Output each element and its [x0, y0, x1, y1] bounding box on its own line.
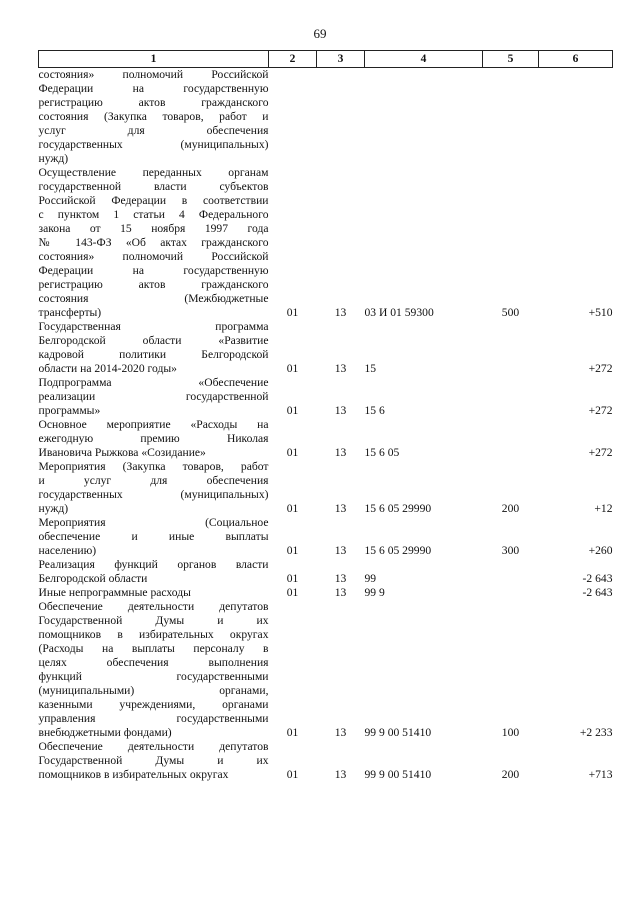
table-row: [39, 166, 613, 320]
subsection-code: 13: [334, 404, 347, 417]
amount-change: +272: [588, 446, 613, 459]
description-line: нужд): [38, 502, 69, 515]
amount-change: +2 233: [579, 726, 613, 739]
description-line: и услуг для обеспечения: [38, 474, 269, 487]
description-line: Государственной Думы и их: [38, 754, 269, 767]
table-row: [39, 516, 613, 558]
subsection-code: 13: [334, 586, 347, 599]
table-body: [39, 68, 613, 783]
amount-change: [539, 68, 613, 167]
expense-type-code: [483, 558, 539, 586]
description-line: услуг для обеспечения: [38, 124, 269, 137]
target-article-code: 99 9: [364, 586, 385, 599]
description-line: государственной власти субъектов: [38, 180, 269, 193]
row-description: [39, 68, 269, 167]
subsection-code: 13: [334, 306, 347, 319]
description-line: Федерации на государственную: [38, 264, 269, 277]
section-code: 01: [286, 502, 299, 515]
description-line: (Расходы на выплаты персоналу в: [38, 642, 269, 655]
table-row: [39, 320, 613, 376]
amount-change: -2 643: [582, 572, 613, 585]
expense-type-code: [483, 320, 539, 376]
expense-type-code: 200: [501, 502, 520, 515]
column-header: 3: [317, 51, 365, 68]
description-line: Обеспечение деятельности депутатов: [38, 740, 269, 753]
description-line: Мероприятия (Закупка товаров, работ: [38, 460, 269, 473]
description-line: Белгородской области: [38, 572, 148, 585]
row-description: [39, 166, 269, 320]
table-row: [39, 600, 613, 740]
row-description: [39, 586, 269, 600]
amount-change: +713: [588, 768, 613, 781]
description-line: государственных (муниципальных): [38, 488, 269, 501]
description-line: кадровой политики Белгородской: [38, 348, 269, 361]
target-article-code: 99 9 00 51410: [364, 726, 432, 739]
section-code: 01: [286, 544, 299, 557]
description-line: нужд): [38, 152, 69, 165]
description-line: Российской Федерации в соответствии: [38, 194, 269, 207]
description-line: Ивановича Рыжкова «Созидание»: [38, 446, 206, 459]
amount-change: +272: [588, 362, 613, 375]
target-article-code: 15: [364, 362, 377, 375]
table-row: [39, 376, 613, 418]
column-header: 4: [365, 51, 483, 68]
section-code: 01: [286, 362, 299, 375]
row-description: [39, 740, 269, 782]
description-line: обеспечение и иные выплаты: [38, 530, 269, 543]
amount-change: +260: [588, 544, 613, 557]
expense-type-code: [483, 418, 539, 460]
section-code: 01: [286, 572, 299, 585]
description-line: области на 2014-2020 годы»: [38, 362, 177, 375]
description-line: государственных (муниципальных): [38, 138, 269, 151]
description-line: Подпрограмма «Обеспечение: [38, 376, 269, 389]
target-article-code: 15 6: [364, 404, 385, 417]
description-line: № 143-ФЗ «Об актах гражданского: [38, 236, 269, 249]
subsection-code: [317, 68, 365, 167]
section-code: 01: [286, 768, 299, 781]
amount-change: +12: [594, 502, 613, 515]
description-line: целях обеспечения выполнения: [38, 656, 269, 669]
description-line: Иные непрограммные расходы: [38, 586, 191, 599]
amount-change: -2 643: [582, 586, 613, 599]
description-line: Мероприятия (Социальное: [38, 516, 269, 529]
expense-type-code: 200: [501, 768, 520, 781]
expense-type-code: 500: [501, 306, 520, 319]
page-number: 69: [313, 26, 327, 41]
description-line: ежегодную премию Николая: [38, 432, 269, 445]
subsection-code: 13: [334, 502, 347, 515]
description-line: управления государственными: [38, 712, 269, 725]
description-line: реализации государственной: [38, 390, 269, 403]
row-description: [39, 320, 269, 376]
expense-type-code: [483, 68, 539, 167]
column-header: 1: [39, 51, 269, 68]
description-line: закона от 15 ноября 1997 года: [38, 222, 269, 235]
row-description: [39, 558, 269, 586]
target-article-code: 03 И 01 59300: [364, 306, 434, 319]
subsection-code: 13: [334, 572, 347, 585]
description-line: Государственная программа: [38, 320, 269, 333]
table-row: [39, 68, 613, 167]
description-line: состояния (Закупка товаров, работ и: [38, 110, 269, 123]
description-line: функций государственными: [38, 670, 269, 683]
expense-type-code: [483, 376, 539, 418]
description-line: Реализация функций органов власти: [38, 558, 269, 571]
table-row: [39, 740, 613, 782]
description-line: населению): [38, 544, 97, 557]
description-line: Основное мероприятие «Расходы на: [38, 418, 269, 431]
column-header: 6: [539, 51, 613, 68]
target-article-code: 15 6 05: [364, 446, 400, 459]
subsection-code: 13: [334, 726, 347, 739]
description-line: Осуществление переданных органам: [38, 166, 269, 179]
table-row: [39, 460, 613, 516]
section-code: 01: [286, 404, 299, 417]
subsection-code: 13: [334, 362, 347, 375]
subsection-code: 13: [334, 768, 347, 781]
section-code: 01: [286, 446, 299, 459]
description-line: казенными учреждениями, органами: [38, 698, 269, 711]
target-article-code: 15 6 05 29990: [364, 502, 432, 515]
description-line: состояния (Межбюджетные: [38, 292, 269, 305]
description-line: трансферты): [38, 306, 102, 319]
amount-change: +272: [588, 404, 613, 417]
target-article-code: [365, 68, 483, 167]
target-article-code: 99: [364, 572, 377, 585]
description-line: Государственной Думы и их: [38, 614, 269, 627]
expense-type-code: [483, 586, 539, 600]
row-description: [39, 376, 269, 418]
expense-type-code: 100: [501, 726, 520, 739]
subsection-code: 13: [334, 544, 347, 557]
description-line: помощников в избирательных округах: [38, 768, 229, 781]
description-line: регистрацию актов гражданского: [38, 278, 269, 291]
description-line: помощников в избирательных округах: [38, 628, 269, 641]
target-article-code: 15 6 05 29990: [364, 544, 432, 557]
amount-change: +510: [588, 306, 613, 319]
row-description: [39, 460, 269, 516]
row-description: [39, 418, 269, 460]
table-row: [39, 586, 613, 600]
description-line: состояния» полномочий Российской: [38, 68, 269, 81]
target-article-code: 99 9 00 51410: [364, 768, 432, 781]
column-header: 5: [483, 51, 539, 68]
section-code: [269, 68, 317, 167]
row-description: [39, 600, 269, 740]
subsection-code: 13: [334, 446, 347, 459]
budget-table: [38, 50, 613, 782]
table-row: [39, 558, 613, 586]
description-line: состояния» полномочий Российской: [38, 250, 269, 263]
row-description: [39, 516, 269, 558]
section-code: 01: [286, 726, 299, 739]
section-code: 01: [286, 586, 299, 599]
description-line: Белгородской области «Развитие: [38, 334, 269, 347]
description-line: Федерации на государственную: [38, 82, 269, 95]
table-header-row: [39, 51, 613, 68]
description-line: регистрацию актов гражданского: [38, 96, 269, 109]
description-line: с пунктом 1 статьи 4 Федерального: [38, 208, 269, 221]
description-line: программы»: [38, 404, 101, 417]
expense-type-code: 300: [501, 544, 520, 557]
section-code: 01: [286, 306, 299, 319]
column-header: 2: [269, 51, 317, 68]
description-line: внебюджетными фондами): [38, 726, 172, 739]
description-line: Обеспечение деятельности депутатов: [38, 600, 269, 613]
description-line: (муниципальными) органами,: [38, 684, 269, 697]
table-row: [39, 418, 613, 460]
